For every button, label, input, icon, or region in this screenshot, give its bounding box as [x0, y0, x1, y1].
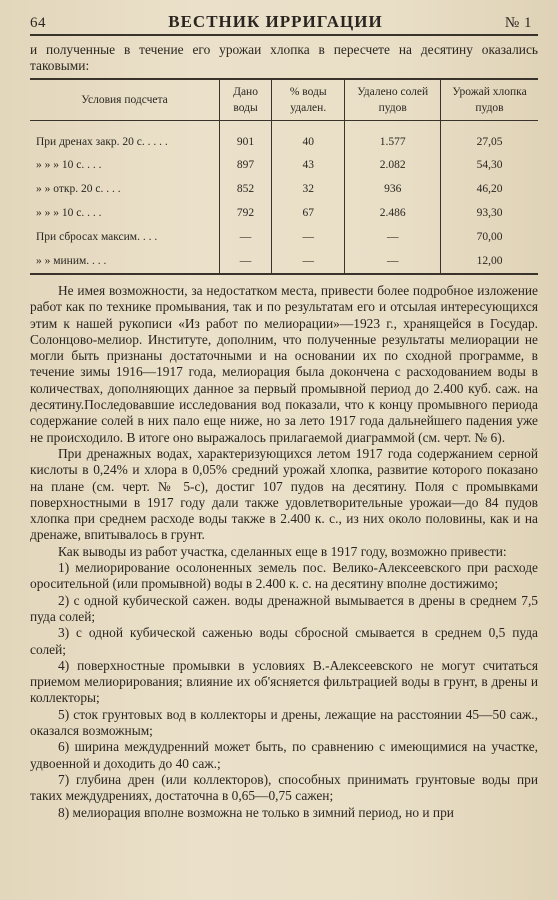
- paragraph: Не имея возможности, за недостатком места, привести более подробное изложение работ как по технике промывания, так и по результатам его и отсылая интересующихся этим к нашей рукописи «Из работ по мелиорации»—1923 г., хранящейся в Государ. Солонцово-мелиор. Институте, дополним, что полученные результаты мелиорации не могли быть признаны достаточными и на основании их по сходной программе, в течение зимы 1916—1917 года, мелиорация была докончена с расходованием воды в количествах, дополняющих данное за первый промывной период до 2.400 куб. саж. на десятину.Последовавшие исследования вод показали, что к концу промывного периода содержание солей в них пало еще ниже, но за лето 1917 года дальнейшего падения уже не происходило. В итоге оно выражалось прилагаемой диаграммой (см. черт. № 6).: [30, 283, 538, 445]
- table-cell: —: [220, 249, 272, 274]
- list-item: 6) ширина междудренний может быть, по сравнению с имеющимися на участке, удвоенной и доходить до 40 саж.;: [30, 739, 538, 771]
- paragraph: При дренажных водах, характеризующихся летом 1917 года содержанием серной кислоты в 0,24% и хлора в 0,05% средний урожай хлопка, развитие которого показано на плане (см. черт. № 5-с), достиг 107 пудов на десятину. Поля с промывками поверхностными в 1917 году дали также удовлетворительные урожаи—до 84 пудов хлопка при среднем расходе воды также в 2.400 к. с., из них около половины, как и на дренаже, впитывалось в грунт.: [30, 445, 538, 543]
- body-text: [30, 283, 538, 821]
- table-row: [30, 153, 538, 177]
- page-number: 64: [30, 15, 46, 31]
- table-cell: 897: [220, 153, 272, 177]
- table-row: [30, 249, 538, 274]
- table-cell: 27,05: [441, 121, 538, 154]
- column-header: Дано воды: [220, 79, 272, 121]
- table-cell: 67: [272, 201, 345, 225]
- table-cell: 12,00: [441, 249, 538, 274]
- list-item: 8) мелиорация вполне возможна не только в зимний период, но и при: [58, 804, 454, 820]
- column-header: % воды удален.: [272, 79, 345, 121]
- column-header: Условия подсчета: [30, 79, 220, 121]
- table-cell: 93,30: [441, 201, 538, 225]
- table-cell: —: [272, 249, 345, 274]
- list-item: 4) поверхностные промывки в условиях В.-Алексеевского не могут считаться приемом мелиорирования; влияние их об'ясняется фильтрацией воды в грунт, в дрены и коллекторы;: [30, 657, 538, 706]
- table-cell: 2.082: [345, 153, 441, 177]
- table-cell: 852: [220, 177, 272, 201]
- table-cell: 70,00: [441, 225, 538, 249]
- table-cell: 43: [272, 153, 345, 177]
- table-row: [30, 121, 538, 154]
- column-header: Урожай хлопка пудов: [441, 79, 538, 121]
- table-cell: 1.577: [345, 121, 441, 154]
- intro-text: и полученные в течение его урожаи хлопка в пересчете на десятину оказались таковыми:: [30, 42, 538, 73]
- table-cell: » » » 10 с. . . .: [36, 159, 102, 171]
- paragraph: Как выводы из работ участка, сделанных еще в 1917 году, возможно привести:: [58, 543, 507, 559]
- table-cell: 936: [345, 177, 441, 201]
- table-cell: —: [220, 225, 272, 249]
- table-cell: При сбросах максим. . . .: [36, 231, 158, 243]
- page-header: [30, 8, 538, 36]
- table-cell: —: [345, 249, 441, 274]
- issue-number: № 1: [504, 15, 532, 31]
- list-item: 2) с одной кубической сажен. воды дренажной вымывается в дрены в среднем 7,5 пуда солей;: [30, 592, 538, 624]
- table-cell: 901: [220, 121, 272, 154]
- list-item: 1) мелиорирование осолоненных земель пос. Велико-Алексеевского при расходе оросительной (или промывной) воды в 2.400 к. с. на десятину вполне достижимо;: [30, 560, 538, 592]
- table-cell: » » миним. . . .: [30, 249, 220, 274]
- table-cell: 54,30: [441, 153, 538, 177]
- table-header-row: [30, 79, 538, 121]
- journal-title: ВЕСТНИК ИРРИГАЦИИ: [168, 12, 383, 31]
- results-table: [30, 78, 538, 275]
- list-item: 5) сток грунтовых вод в коллекторы и дрены, лежащие на расстоянии 45—50 саж., оказался возможным;: [30, 706, 538, 739]
- table-cell: 2.486: [345, 201, 441, 225]
- table-row: [30, 201, 538, 225]
- list-item: 3) с одной кубической саженью воды сбросной смывается в среднем 0,5 пуда солей;: [30, 625, 538, 657]
- table-cell: » » » 10 с. . . .: [36, 207, 102, 219]
- table-row: [30, 177, 538, 201]
- table-row: [30, 225, 538, 249]
- table-cell: 46,20: [441, 177, 538, 201]
- table-cell: —: [272, 225, 345, 249]
- table-cell: 40: [272, 121, 345, 154]
- table-cell: —: [345, 225, 441, 249]
- table-cell: 792: [220, 201, 272, 225]
- table-cell: » » откр. 20 с. . . .: [36, 183, 121, 195]
- table-cell: При дренах закр. 20 с. . . . .: [36, 136, 168, 148]
- table-cell: 32: [272, 177, 345, 201]
- column-header: Удалено солей пудов: [345, 79, 441, 121]
- list-item: 7) глубина дрен (или коллекторов), способных принимать грунтовые воды при таких междудрениях, достаточна в 0,65—0,75 сажен;: [30, 771, 538, 804]
